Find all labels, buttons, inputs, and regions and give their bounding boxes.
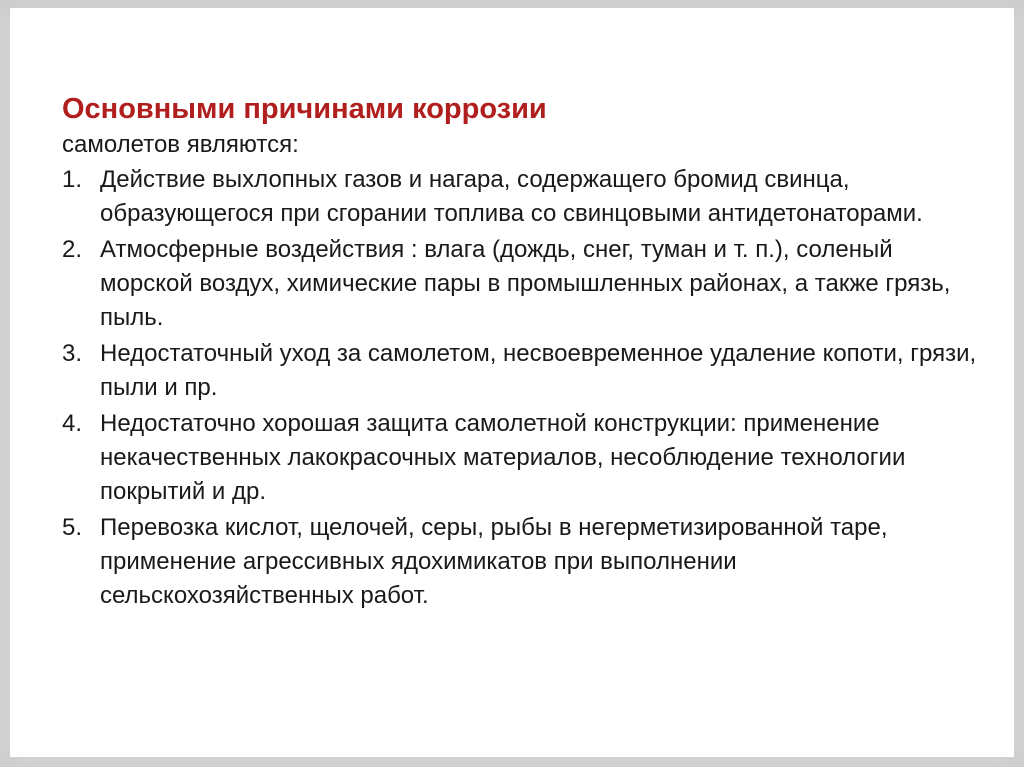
list-item bbox=[62, 163, 982, 231]
slide-subtitle: самолетов являются: bbox=[62, 131, 299, 158]
list-item-number: 3. bbox=[62, 340, 83, 367]
slide-title: Основными причинами коррозии bbox=[62, 93, 547, 125]
list-item bbox=[62, 511, 982, 613]
causes-list bbox=[62, 163, 982, 613]
slide-content bbox=[62, 90, 982, 615]
list-item bbox=[62, 337, 982, 405]
list-item-text: Действие выхлопных газов и нагара, содержащего бромид свинца, образующегося при сгорании топлива со свинцовыми антидетонаторами. bbox=[100, 166, 923, 227]
list-item-text: Перевозка кислот, щелочей, серы, рыбы в негерметизированной таре, применение агрессивных ядохимикатов при выполнении сельскохозяйственных работ. bbox=[100, 514, 888, 609]
list-item-number: 5. bbox=[62, 514, 83, 541]
list-item-text: Недостаточный уход за самолетом, несвоевременное удаление копоти, грязи, пыли и пр. bbox=[100, 340, 977, 401]
list-item bbox=[62, 407, 982, 509]
list-item-number: 4. bbox=[62, 410, 83, 437]
list-item-text: Недостаточно хорошая защита самолетной конструкции: применение некачественных лакокрасочных материалов, несоблюдение технологии покрытий и др. bbox=[100, 410, 906, 505]
list-item-number: 2. bbox=[62, 236, 83, 263]
list-item bbox=[62, 233, 982, 335]
list-item-text: Атмосферные воздействия : влага (дождь, снег, туман и т. п.), соленый морской воздух, химические пары в промышленных районах, а также грязь, пыль. bbox=[100, 236, 951, 331]
list-item-number: 1. bbox=[62, 166, 83, 193]
